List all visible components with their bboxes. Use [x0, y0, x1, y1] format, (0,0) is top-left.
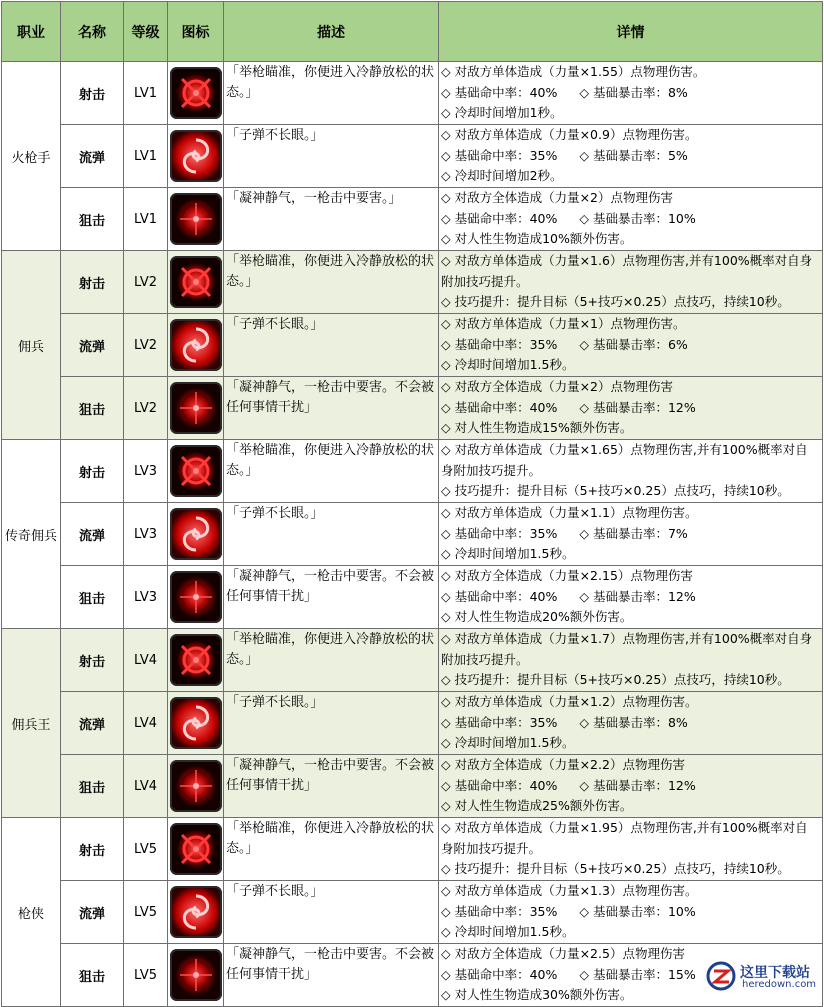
skill-icon-cell — [168, 944, 224, 1007]
hit-rate: ◇ 基础命中率：35% — [441, 714, 558, 730]
crosshair-skill-icon — [170, 823, 222, 875]
table-row — [2, 692, 823, 755]
watermark-url: heredown.com — [742, 979, 817, 990]
skill-details — [439, 881, 823, 944]
crit-rate: ◇ 基础暴击率：10% — [579, 903, 696, 919]
table-row — [2, 566, 823, 629]
header-name: 名称 — [61, 2, 124, 62]
skill-description: 「子弹不长眼。」 — [224, 314, 439, 377]
skill-details — [439, 188, 823, 251]
detail-line: ◇ 对人性生物造成25%额外伤害。 — [441, 798, 633, 813]
skill-level: LV1 — [124, 125, 168, 188]
skill-name: 射击 — [61, 62, 124, 125]
skill-icon-cell — [168, 566, 224, 629]
skill-description: 「凝神静气，一枪击中要害。不会被任何事情干扰」 — [224, 944, 439, 1007]
detail-line: ◇ 对敌方全体造成（力量×2）点物理伤害 — [441, 379, 674, 394]
detail-line: ◇ 对敌方单体造成（力量×1.6）点物理伤害,并有100%概率对自身 — [441, 253, 813, 268]
swirl-bullet-skill-icon — [170, 697, 222, 749]
crit-rate: ◇ 基础暴击率：12% — [579, 777, 696, 793]
skill-details — [439, 440, 823, 503]
skill-name: 流弹 — [61, 692, 124, 755]
skill-level: LV2 — [124, 314, 168, 377]
skill-details — [439, 566, 823, 629]
site-logo-icon — [706, 961, 736, 991]
detail-line: ◇ 对敌方单体造成（力量×1）点物理伤害。 — [441, 316, 686, 331]
skill-name: 狙击 — [61, 566, 124, 629]
job-name: 佣兵王 — [2, 629, 61, 818]
skill-level: LV1 — [124, 62, 168, 125]
sniper-scope-skill-icon — [170, 193, 222, 245]
header-job: 职业 — [2, 2, 61, 62]
detail-line: ◇ 对人性生物造成15%额外伤害。 — [441, 420, 633, 435]
skill-name: 狙击 — [61, 755, 124, 818]
job-name: 佣兵 — [2, 251, 61, 440]
detail-line: ◇ 对敌方单体造成（力量×1.3）点物理伤害。 — [441, 883, 698, 898]
skill-level: LV3 — [124, 440, 168, 503]
skill-table — [1, 1, 823, 1007]
skill-details — [439, 818, 823, 881]
skill-description: 「举枪瞄准，你便进入冷静放松的状态。」 — [224, 440, 439, 503]
skill-icon-cell — [168, 755, 224, 818]
skill-name: 流弹 — [61, 881, 124, 944]
detail-line: ◇ 对敌方全体造成（力量×2.2）点物理伤害 — [441, 757, 685, 772]
detail-line: ◇ 冷却时间增加1.5秒。 — [441, 546, 575, 561]
header-level: 等级 — [124, 2, 168, 62]
detail-line: ◇ 对人性生物造成10%额外伤害。 — [441, 231, 633, 246]
detail-line: 身附加技巧提升。 — [441, 840, 542, 856]
hit-rate: ◇ 基础命中率：40% — [441, 777, 558, 793]
skill-details — [439, 503, 823, 566]
hit-rate: ◇ 基础命中率：35% — [441, 336, 558, 352]
skill-icon-cell — [168, 377, 224, 440]
skill-icon-cell — [168, 125, 224, 188]
skill-details — [439, 314, 823, 377]
detail-line: 附加技巧提升。 — [441, 273, 529, 289]
table-row — [2, 944, 823, 1007]
crit-rate: ◇ 基础暴击率：5% — [579, 147, 688, 163]
table-row — [2, 377, 823, 440]
swirl-bullet-skill-icon — [170, 319, 222, 371]
hit-rate: ◇ 基础命中率：40% — [441, 588, 558, 604]
skill-name: 流弹 — [61, 314, 124, 377]
crit-rate: ◇ 基础暴击率：6% — [579, 336, 688, 352]
skill-level: LV2 — [124, 377, 168, 440]
hit-rate: ◇ 基础命中率：40% — [441, 966, 558, 982]
skill-description: 「凝神静气，一枪击中要害。不会被任何事情干扰」 — [224, 377, 439, 440]
detail-line — [441, 398, 822, 419]
detail-line — [441, 776, 822, 797]
crosshair-skill-icon — [170, 445, 222, 497]
table-row — [2, 251, 823, 314]
job-name: 枪侠 — [2, 818, 61, 1007]
skill-icon-cell — [168, 818, 224, 881]
skill-details — [439, 251, 823, 314]
crit-rate: ◇ 基础暴击率：12% — [579, 588, 696, 604]
skill-details — [439, 629, 823, 692]
skill-icon-cell — [168, 440, 224, 503]
hit-rate: ◇ 基础命中率：40% — [441, 399, 558, 415]
skill-details — [439, 755, 823, 818]
skill-name: 射击 — [61, 818, 124, 881]
skill-name: 狙击 — [61, 377, 124, 440]
table-row — [2, 755, 823, 818]
job-name: 火枪手 — [2, 62, 61, 251]
skill-details — [439, 125, 823, 188]
skill-icon-cell — [168, 188, 224, 251]
crosshair-skill-icon — [170, 67, 222, 119]
table-row — [2, 629, 823, 692]
skill-details — [439, 377, 823, 440]
detail-line: ◇ 对人性生物造成30%额外伤害。 — [441, 987, 633, 1002]
skill-description: 「凝神静气，一枪击中要害。」 — [224, 188, 439, 251]
skill-icon-cell — [168, 314, 224, 377]
header-description: 描述 — [224, 2, 439, 62]
job-name: 传奇佣兵 — [2, 440, 61, 629]
skill-description: 「子弹不长眼。」 — [224, 692, 439, 755]
table-row — [2, 62, 823, 125]
detail-line: ◇ 技巧提升：提升目标（5+技巧×0.25）点技巧，持续10秒。 — [441, 294, 790, 309]
detail-line: 附加技巧提升。 — [441, 651, 529, 667]
skill-name: 射击 — [61, 251, 124, 314]
skill-description: 「凝神静气，一枪击中要害。不会被任何事情干扰」 — [224, 566, 439, 629]
skill-level: LV5 — [124, 818, 168, 881]
skill-name: 狙击 — [61, 944, 124, 1007]
skill-level: LV3 — [124, 566, 168, 629]
header-details: 详情 — [439, 2, 823, 62]
detail-line: ◇ 对敌方单体造成（力量×1.95）点物理伤害,并有100%概率对自 — [441, 820, 808, 835]
detail-line: ◇ 对敌方全体造成（力量×2.5）点物理伤害 — [441, 946, 685, 961]
sniper-scope-skill-icon — [170, 949, 222, 1001]
skill-icon-cell — [168, 881, 224, 944]
crit-rate: ◇ 基础暴击率：10% — [579, 210, 696, 226]
sniper-scope-skill-icon — [170, 382, 222, 434]
skill-details — [439, 692, 823, 755]
swirl-bullet-skill-icon — [170, 886, 222, 938]
swirl-bullet-skill-icon — [170, 130, 222, 182]
header-icon: 图标 — [168, 2, 224, 62]
skill-icon-cell — [168, 629, 224, 692]
skill-description: 「子弹不长眼。」 — [224, 503, 439, 566]
skill-name: 射击 — [61, 440, 124, 503]
skill-name: 流弹 — [61, 125, 124, 188]
table-row — [2, 440, 823, 503]
detail-line: ◇ 冷却时间增加1.5秒。 — [441, 735, 575, 750]
table-row — [2, 503, 823, 566]
detail-line — [441, 83, 822, 104]
detail-line: ◇ 对敌方单体造成（力量×1.55）点物理伤害。 — [441, 64, 706, 79]
skill-level: LV1 — [124, 188, 168, 251]
skill-description: 「凝神静气，一枪击中要害。不会被任何事情干扰」 — [224, 755, 439, 818]
skill-description: 「子弹不长眼。」 — [224, 125, 439, 188]
skill-icon-cell — [168, 692, 224, 755]
detail-line: ◇ 对敌方单体造成（力量×1.65）点物理伤害,并有100%概率对自 — [441, 442, 808, 457]
skill-description: 「举枪瞄准，你便进入冷静放松的状态。」 — [224, 62, 439, 125]
skill-level: LV5 — [124, 944, 168, 1007]
crit-rate: ◇ 基础暴击率：15% — [579, 966, 696, 982]
detail-line — [441, 902, 822, 923]
detail-line: ◇ 对敌方单体造成（力量×1.7）点物理伤害,并有100%概率对自身 — [441, 631, 813, 646]
crosshair-skill-icon — [170, 256, 222, 308]
swirl-bullet-skill-icon — [170, 508, 222, 560]
skill-description: 「举枪瞄准，你便进入冷静放松的状态。」 — [224, 818, 439, 881]
detail-line: 身附加技巧提升。 — [441, 462, 542, 478]
detail-line: ◇ 技巧提升：提升目标（5+技巧×0.25）点技巧，持续10秒。 — [441, 861, 790, 876]
detail-line: ◇ 对敌方全体造成（力量×2）点物理伤害 — [441, 190, 674, 205]
sniper-scope-skill-icon — [170, 760, 222, 812]
hit-rate: ◇ 基础命中率：40% — [441, 84, 558, 100]
detail-line: ◇ 对敌方单体造成（力量×1.2）点物理伤害。 — [441, 694, 698, 709]
detail-line: ◇ 对敌方全体造成（力量×2.15）点物理伤害 — [441, 568, 693, 583]
detail-line: ◇ 冷却时间增加1秒。 — [441, 105, 563, 120]
detail-line — [441, 209, 822, 230]
watermark-title: 这里下载站 — [740, 965, 810, 981]
skill-level: LV4 — [124, 629, 168, 692]
table-row — [2, 881, 823, 944]
detail-line: ◇ 冷却时间增加2秒。 — [441, 168, 563, 183]
skill-description: 「子弹不长眼。」 — [224, 881, 439, 944]
skill-name: 狙击 — [61, 188, 124, 251]
skill-name: 射击 — [61, 629, 124, 692]
detail-line — [441, 335, 822, 356]
skill-details — [439, 62, 823, 125]
crit-rate: ◇ 基础暴击率：8% — [579, 714, 688, 730]
detail-line: ◇ 对敌方单体造成（力量×1.1）点物理伤害。 — [441, 505, 698, 520]
hit-rate: ◇ 基础命中率：35% — [441, 903, 558, 919]
detail-line — [441, 524, 822, 545]
detail-line — [441, 146, 822, 167]
detail-line — [441, 713, 822, 734]
skill-icon-cell — [168, 62, 224, 125]
detail-line: ◇ 对敌方单体造成（力量×0.9）点物理伤害。 — [441, 127, 698, 142]
table-row — [2, 314, 823, 377]
detail-line — [441, 587, 822, 608]
table-row — [2, 125, 823, 188]
skill-level: LV2 — [124, 251, 168, 314]
table-row — [2, 188, 823, 251]
detail-line: ◇ 技巧提升：提升目标（5+技巧×0.25）点技巧，持续10秒。 — [441, 672, 790, 687]
skill-description: 「举枪瞄准，你便进入冷静放松的状态。」 — [224, 251, 439, 314]
skill-name: 流弹 — [61, 503, 124, 566]
detail-line: ◇ 对人性生物造成20%额外伤害。 — [441, 609, 633, 624]
detail-line: ◇ 技巧提升：提升目标（5+技巧×0.25）点技巧，持续10秒。 — [441, 483, 790, 498]
hit-rate: ◇ 基础命中率：35% — [441, 525, 558, 541]
crit-rate: ◇ 基础暴击率：12% — [579, 399, 696, 415]
crit-rate: ◇ 基础暴击率：7% — [579, 525, 688, 541]
skill-level: LV5 — [124, 881, 168, 944]
sniper-scope-skill-icon — [170, 571, 222, 623]
skill-icon-cell — [168, 251, 224, 314]
skill-level: LV4 — [124, 692, 168, 755]
hit-rate: ◇ 基础命中率：35% — [441, 147, 558, 163]
hit-rate: ◇ 基础命中率：40% — [441, 210, 558, 226]
table-row — [2, 818, 823, 881]
skill-description: 「举枪瞄准，你便进入冷静放松的状态。」 — [224, 629, 439, 692]
skill-level: LV3 — [124, 503, 168, 566]
crit-rate: ◇ 基础暴击率：8% — [579, 84, 688, 100]
crosshair-skill-icon — [170, 634, 222, 686]
skill-icon-cell — [168, 503, 224, 566]
detail-line: ◇ 冷却时间增加1.5秒。 — [441, 924, 575, 939]
site-watermark — [702, 959, 820, 993]
detail-line: ◇ 冷却时间增加1.5秒。 — [441, 357, 575, 372]
table-header-row — [2, 2, 823, 62]
skill-level: LV4 — [124, 755, 168, 818]
